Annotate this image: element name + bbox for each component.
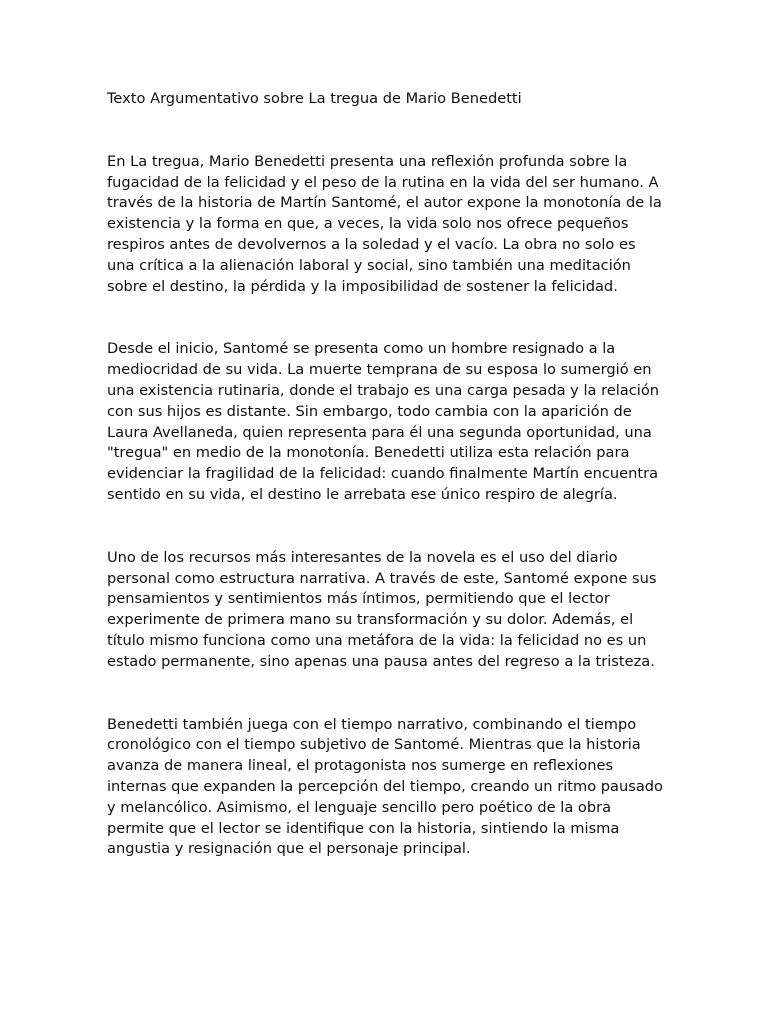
paragraph-narrative-structure: Uno de los recursos más interesantes de la novela es el uso del diario personal como estructura narrativa. A través de este, Santomé expone sus pensamientos y sentimientos más íntimos, permitiendo que el lector experimente de primera mano su transformación y su dolor. Además, el título mismo funciona como una metáfora de la vida: la felicidad no es un estado permanente, sino apenas una pausa antes del regreso a la tristeza. bbox=[107, 548, 657, 670]
paragraph-character: Desde el inicio, Santomé se presenta como un hombre resignado a la mediocridad de su vida. La muerte temprana de su esposa lo sumergió en una existencia rutinaria, donde el trabajo es una carga pesada y la relación con sus hijos es distante. Sin embargo, todo cambia con la aparición de Laura Avellaneda, quien representa para él una segunda oportunidad, una "tregua" en medio de la monotonía. Benedetti utiliza esta relación para evidenciar la fragilidad de la felicidad: cuando finalmente Martín encuentra sentido en su vida, el destino le arrebata ese único respiro de alegría. bbox=[107, 340, 660, 503]
paragraph-narrative-time: Benedetti también juega con el tiempo narrativo, combinando el tiempo cronológico con el tiempo subjetivo de Santomé. Mientras que la historia avanza de manera lineal, el protagonista nos sumerge en reflexiones internas que expanden la percepción del tiempo, creando un ritmo pausado y melancólico. Asimismo, el lenguaje sencillo pero poético de la obra permite que el lector se identifique con la historia, sintiendo la misma angustia y resignación que el personaje principal. bbox=[107, 715, 663, 858]
paragraph-intro: En La tregua, Mario Benedetti presenta una reflexión profunda sobre la fugacidad de la felicidad y el peso de la rutina en la vida del ser humano. A través de la historia de Martín Santomé, el autor expone la monotonía de la existencia y la forma en que, a veces, la vida solo nos ofrece pequeños respiros antes de devolvernos a la soledad y el vacío. La obra no solo es una crítica a la alienación laboral y social, sino también una meditación sobre el destino, la pérdida y la imposibilidad de sostener la felicidad. bbox=[107, 152, 662, 295]
document-body bbox=[107, 89, 667, 860]
document-title: Texto Argumentativo sobre La tregua de Mario Benedetti bbox=[107, 90, 522, 107]
